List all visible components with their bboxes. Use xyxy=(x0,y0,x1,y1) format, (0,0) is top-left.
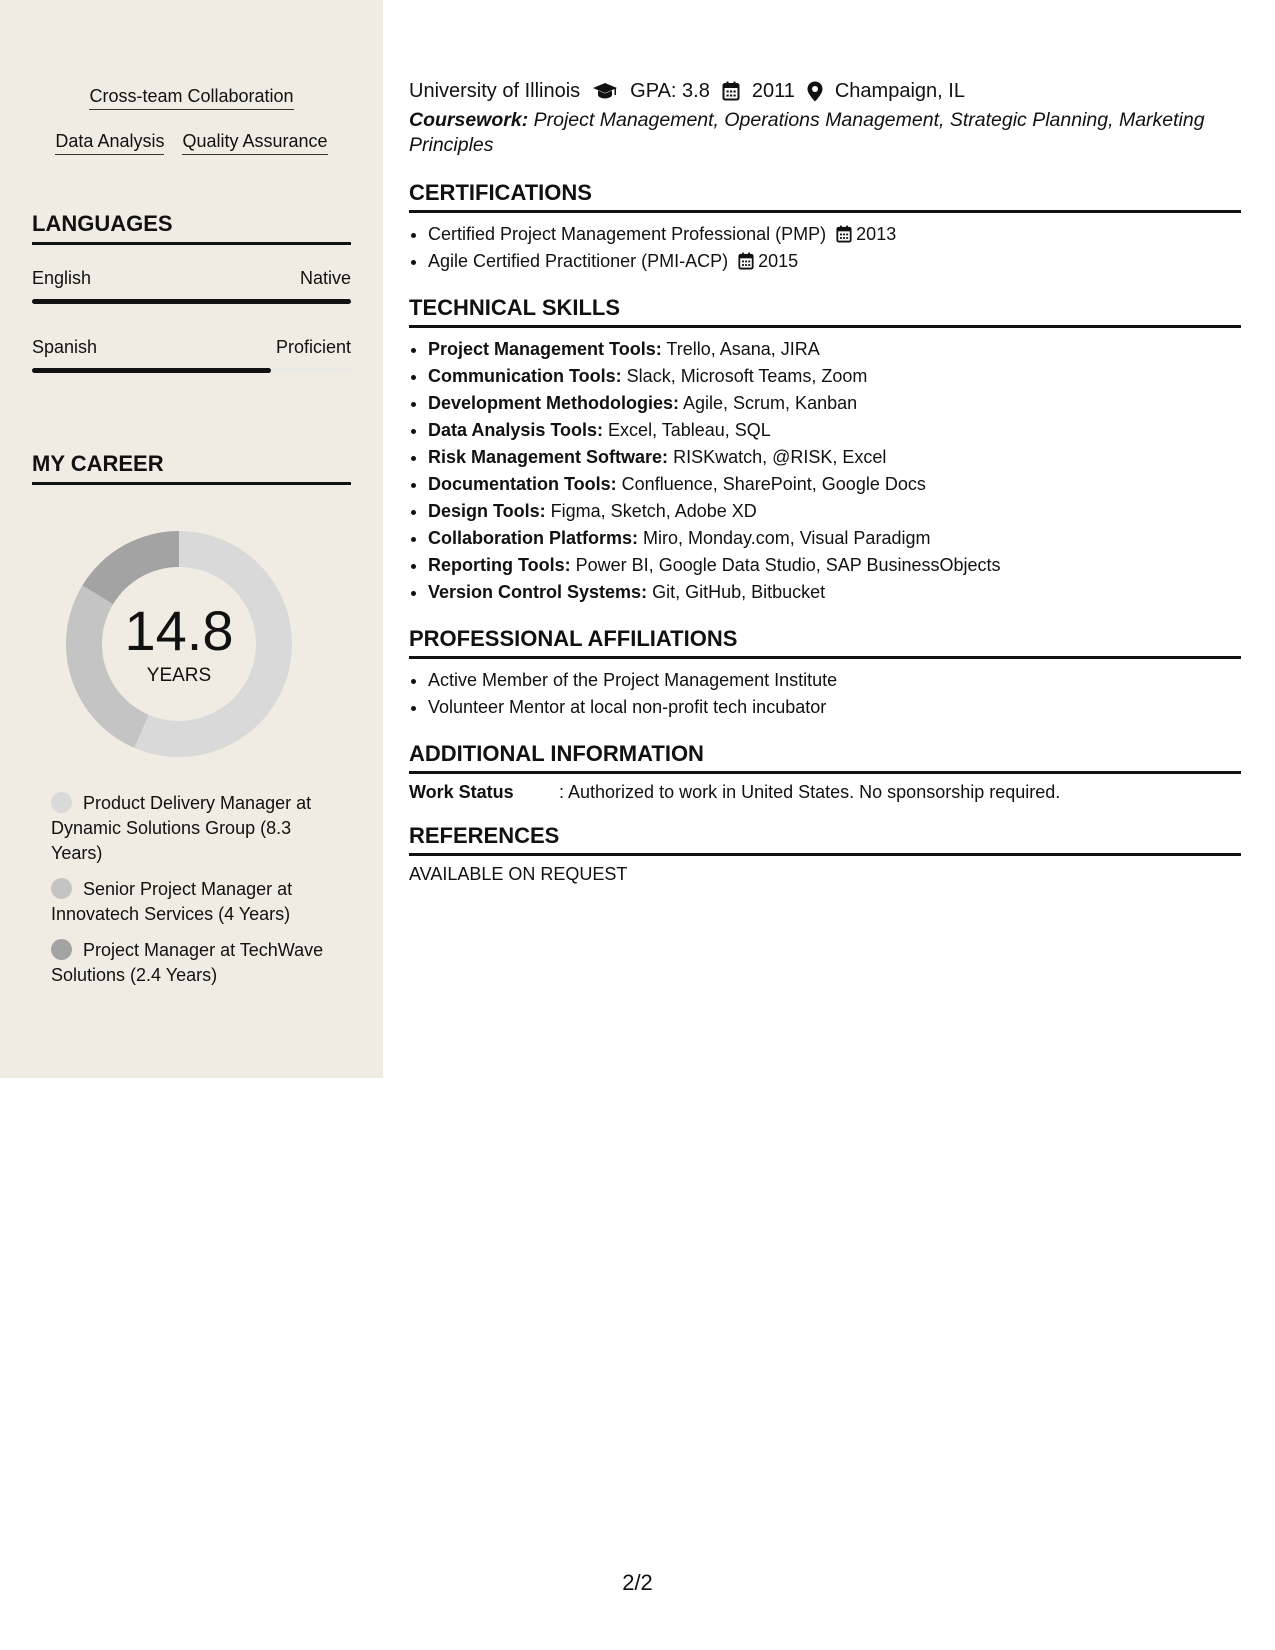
skill-tag: Data Analysis xyxy=(55,131,164,155)
language-name: English xyxy=(32,268,92,288)
skill-values: Miro, Monday.com, Visual Paradigm xyxy=(638,528,931,548)
education-line xyxy=(409,76,1241,106)
certification-item xyxy=(428,248,1241,275)
references-heading: REFERENCES xyxy=(409,823,1241,856)
career-total-years: 14.8 xyxy=(124,599,234,662)
technical-skill-item xyxy=(428,579,1241,606)
donut-center xyxy=(66,531,292,757)
technical-skill-item xyxy=(428,444,1241,471)
certifications-list xyxy=(409,221,1241,275)
calendar-icon xyxy=(722,81,740,101)
skills-row-2 xyxy=(32,131,351,155)
work-status-label: Work Status xyxy=(409,782,514,802)
skill-category: Data Analysis Tools: xyxy=(428,420,604,440)
legend-dot-icon xyxy=(51,878,72,899)
skill-values: Agile, Scrum, Kanban xyxy=(679,393,858,413)
education-school: University of Illinois xyxy=(409,79,581,102)
career-legend-item xyxy=(51,877,341,927)
career-legend-label: Project Manager at TechWave Solutions (2.4 Years) xyxy=(51,940,324,985)
technical-skill-item xyxy=(428,498,1241,525)
sidebar xyxy=(0,0,383,1078)
calendar-icon xyxy=(738,252,754,270)
language-bar-fill xyxy=(32,368,271,373)
language-row xyxy=(32,268,351,289)
certification-year: 2013 xyxy=(856,224,897,244)
language-bar xyxy=(32,299,351,304)
career-legend-label: Senior Project Manager at Innovatech Services (4 Years) xyxy=(51,879,293,924)
skill-category: Risk Management Software: xyxy=(428,447,669,467)
technical-skill-item xyxy=(428,471,1241,498)
skill-values: Power BI, Google Data Studio, SAP BusinessObjects xyxy=(570,555,1001,575)
skill-category: Collaboration Platforms: xyxy=(428,528,639,548)
technical-skills-list xyxy=(409,336,1241,606)
skill-category: Documentation Tools: xyxy=(428,474,617,494)
technical-skill-item xyxy=(428,336,1241,363)
references-text: AVAILABLE ON REQUEST xyxy=(409,864,628,884)
main-content xyxy=(409,76,1241,885)
technical-skill-item xyxy=(428,417,1241,444)
career-legend-label: Product Delivery Manager at Dynamic Solutions Group (8.3 Years) xyxy=(51,793,312,863)
languages-heading: LANGUAGES xyxy=(32,211,351,245)
additional-info-heading: ADDITIONAL INFORMATION xyxy=(409,741,1241,774)
skill-category: Version Control Systems: xyxy=(428,582,648,602)
legend-dot-icon xyxy=(51,939,72,960)
education-location: Champaign, IL xyxy=(834,79,965,102)
language-level: Proficient xyxy=(275,337,351,357)
graduation-cap-icon xyxy=(592,82,618,100)
language-row xyxy=(32,337,351,358)
skill-values: Trello, Asana, JIRA xyxy=(661,339,820,359)
skill-values: Git, GitHub, Bitbucket xyxy=(647,582,826,602)
career-legend-item xyxy=(51,791,341,866)
career-total-unit: YEARS xyxy=(146,665,212,686)
certification-name: Agile Certified Practitioner (PMI-ACP) xyxy=(428,251,729,271)
education-coursework xyxy=(409,108,1241,158)
language-bar-fill xyxy=(32,299,351,304)
certifications-heading: CERTIFICATIONS xyxy=(409,180,1241,213)
technical-skill-item xyxy=(428,363,1241,390)
technical-skills-heading: TECHNICAL SKILLS xyxy=(409,295,1241,328)
work-status-value: : Authorized to work in United States. No sponsorship required. xyxy=(559,782,1061,802)
work-status-row xyxy=(409,782,1241,803)
language-bar xyxy=(32,368,351,373)
career-donut-chart xyxy=(66,531,292,757)
technical-skill-item xyxy=(428,552,1241,579)
page-number: 2/2 xyxy=(622,1570,653,1595)
calendar-icon xyxy=(836,225,852,243)
affiliations-list xyxy=(409,667,1241,721)
skill-values: Excel, Tableau, SQL xyxy=(603,420,771,440)
skill-category: Project Management Tools: xyxy=(428,339,662,359)
location-pin-icon xyxy=(807,81,823,102)
affiliation-item: • Active Member of the Project Management Institute xyxy=(428,667,1241,694)
certification-year: 2015 xyxy=(758,251,799,271)
skills-row-1 xyxy=(32,86,351,110)
skill-category: Development Methodologies: xyxy=(428,393,680,413)
skill-tag: Cross-team Collaboration xyxy=(89,86,293,110)
coursework-label: Coursework: xyxy=(409,109,529,131)
technical-skill-item xyxy=(428,390,1241,417)
education-gpa: GPA: 3.8 xyxy=(630,79,710,102)
education-year: 2011 xyxy=(751,79,795,102)
affiliation-item: • Volunteer Mentor at local non-profit tech incubator xyxy=(428,694,1241,721)
coursework-text: Project Management, Operations Management, Strategic Planning, Marketing Principles xyxy=(409,109,1205,156)
language-name: Spanish xyxy=(32,337,98,357)
career-legend-item xyxy=(51,938,341,988)
affiliations-heading: PROFESSIONAL AFFILIATIONS xyxy=(409,626,1241,659)
skill-values: Confluence, SharePoint, Google Docs xyxy=(616,474,926,494)
skill-category: Communication Tools: xyxy=(428,366,622,386)
skill-values: RISKwatch, @RISK, Excel xyxy=(668,447,887,467)
skill-values: Figma, Sketch, Adobe XD xyxy=(545,501,757,521)
skill-values: Slack, Microsoft Teams, Zoom xyxy=(621,366,868,386)
technical-skill-item xyxy=(428,525,1241,552)
certification-item xyxy=(428,221,1241,248)
career-heading: MY CAREER xyxy=(32,451,351,485)
skill-tag: Quality Assurance xyxy=(182,131,327,155)
skill-category: Design Tools: xyxy=(428,501,546,521)
skill-category: Reporting Tools: xyxy=(428,555,571,575)
certification-name: Certified Project Management Professional (PMP) xyxy=(428,224,827,244)
legend-dot-icon xyxy=(51,792,72,813)
language-level: Native xyxy=(299,268,351,288)
